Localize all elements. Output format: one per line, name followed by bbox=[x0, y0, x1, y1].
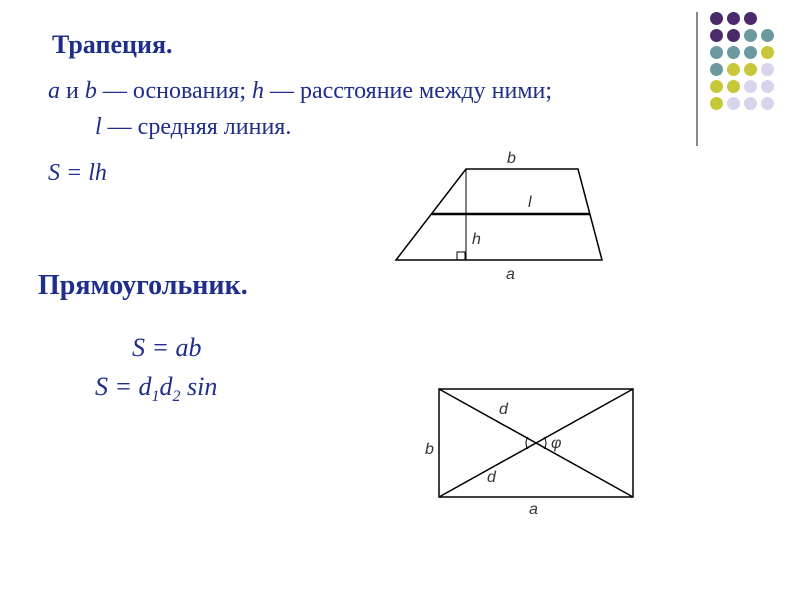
decorative-dot bbox=[727, 63, 740, 76]
decorative-dot bbox=[710, 63, 723, 76]
label-l: l bbox=[528, 194, 532, 211]
var-l: l bbox=[95, 114, 102, 140]
decorative-dot bbox=[744, 97, 757, 110]
decorative-dot bbox=[727, 29, 740, 42]
decorative-dot bbox=[761, 63, 774, 76]
rectangle-diagonal-formula bbox=[95, 372, 217, 406]
label-h: h bbox=[472, 231, 481, 248]
decorative-dot bbox=[744, 29, 757, 42]
conj-and: и bbox=[60, 78, 85, 104]
right-angle-mark bbox=[457, 252, 465, 260]
trapezoid-title: Трапеция. bbox=[52, 30, 173, 59]
label-d-bottom: d bbox=[487, 469, 496, 486]
decorative-dot bbox=[761, 80, 774, 93]
decorative-dot bbox=[761, 97, 774, 110]
decorative-dot bbox=[710, 29, 723, 42]
formula2-suffix: sin bbox=[180, 372, 218, 401]
decorative-dot bbox=[727, 12, 740, 25]
bases-text: — основания; bbox=[96, 78, 252, 104]
decorative-dot bbox=[744, 63, 757, 76]
label-d-top: d bbox=[499, 401, 508, 418]
decorative-dot bbox=[710, 12, 723, 25]
decorative-dot bbox=[727, 46, 740, 59]
decorative-dot bbox=[744, 80, 757, 93]
decorative-dot bbox=[761, 29, 774, 42]
decorative-dot bbox=[744, 46, 757, 59]
formula2-prefix: S = d bbox=[95, 372, 152, 401]
distance-text: — расстояние между ними; bbox=[264, 78, 553, 104]
label-bottom-a: a bbox=[529, 501, 538, 518]
trapezoid-definition-line1 bbox=[48, 78, 552, 105]
trapezoid-diagram bbox=[390, 145, 610, 285]
var-a: a bbox=[48, 78, 60, 104]
var-h: h bbox=[252, 78, 264, 104]
decorative-dot bbox=[710, 80, 723, 93]
rectangle-area-formula: S = ab bbox=[132, 333, 202, 362]
trapezoid-area-formula: S = lh bbox=[48, 160, 107, 186]
decorative-dot bbox=[761, 46, 774, 59]
label-phi: φ bbox=[551, 435, 562, 452]
var-b: b bbox=[84, 78, 97, 104]
formula2-mid: d bbox=[159, 372, 173, 401]
sub-2: 2 bbox=[172, 388, 181, 406]
midline-text: — средняя линия. bbox=[101, 114, 292, 140]
sub-1: 1 bbox=[151, 388, 160, 406]
rectangle-diagram bbox=[415, 382, 655, 522]
label-side-b: b bbox=[425, 441, 434, 458]
decorative-divider-line bbox=[696, 12, 698, 146]
label-a: a bbox=[506, 266, 515, 283]
rectangle-title: Прямоугольник. bbox=[38, 270, 248, 301]
trapezoid-definition-line2 bbox=[95, 114, 291, 141]
decorative-dot bbox=[710, 46, 723, 59]
decorative-dot bbox=[710, 97, 723, 110]
decorative-dot bbox=[727, 80, 740, 93]
label-b: b bbox=[507, 150, 516, 167]
decorative-dot bbox=[744, 12, 757, 25]
decorative-dot bbox=[727, 97, 740, 110]
